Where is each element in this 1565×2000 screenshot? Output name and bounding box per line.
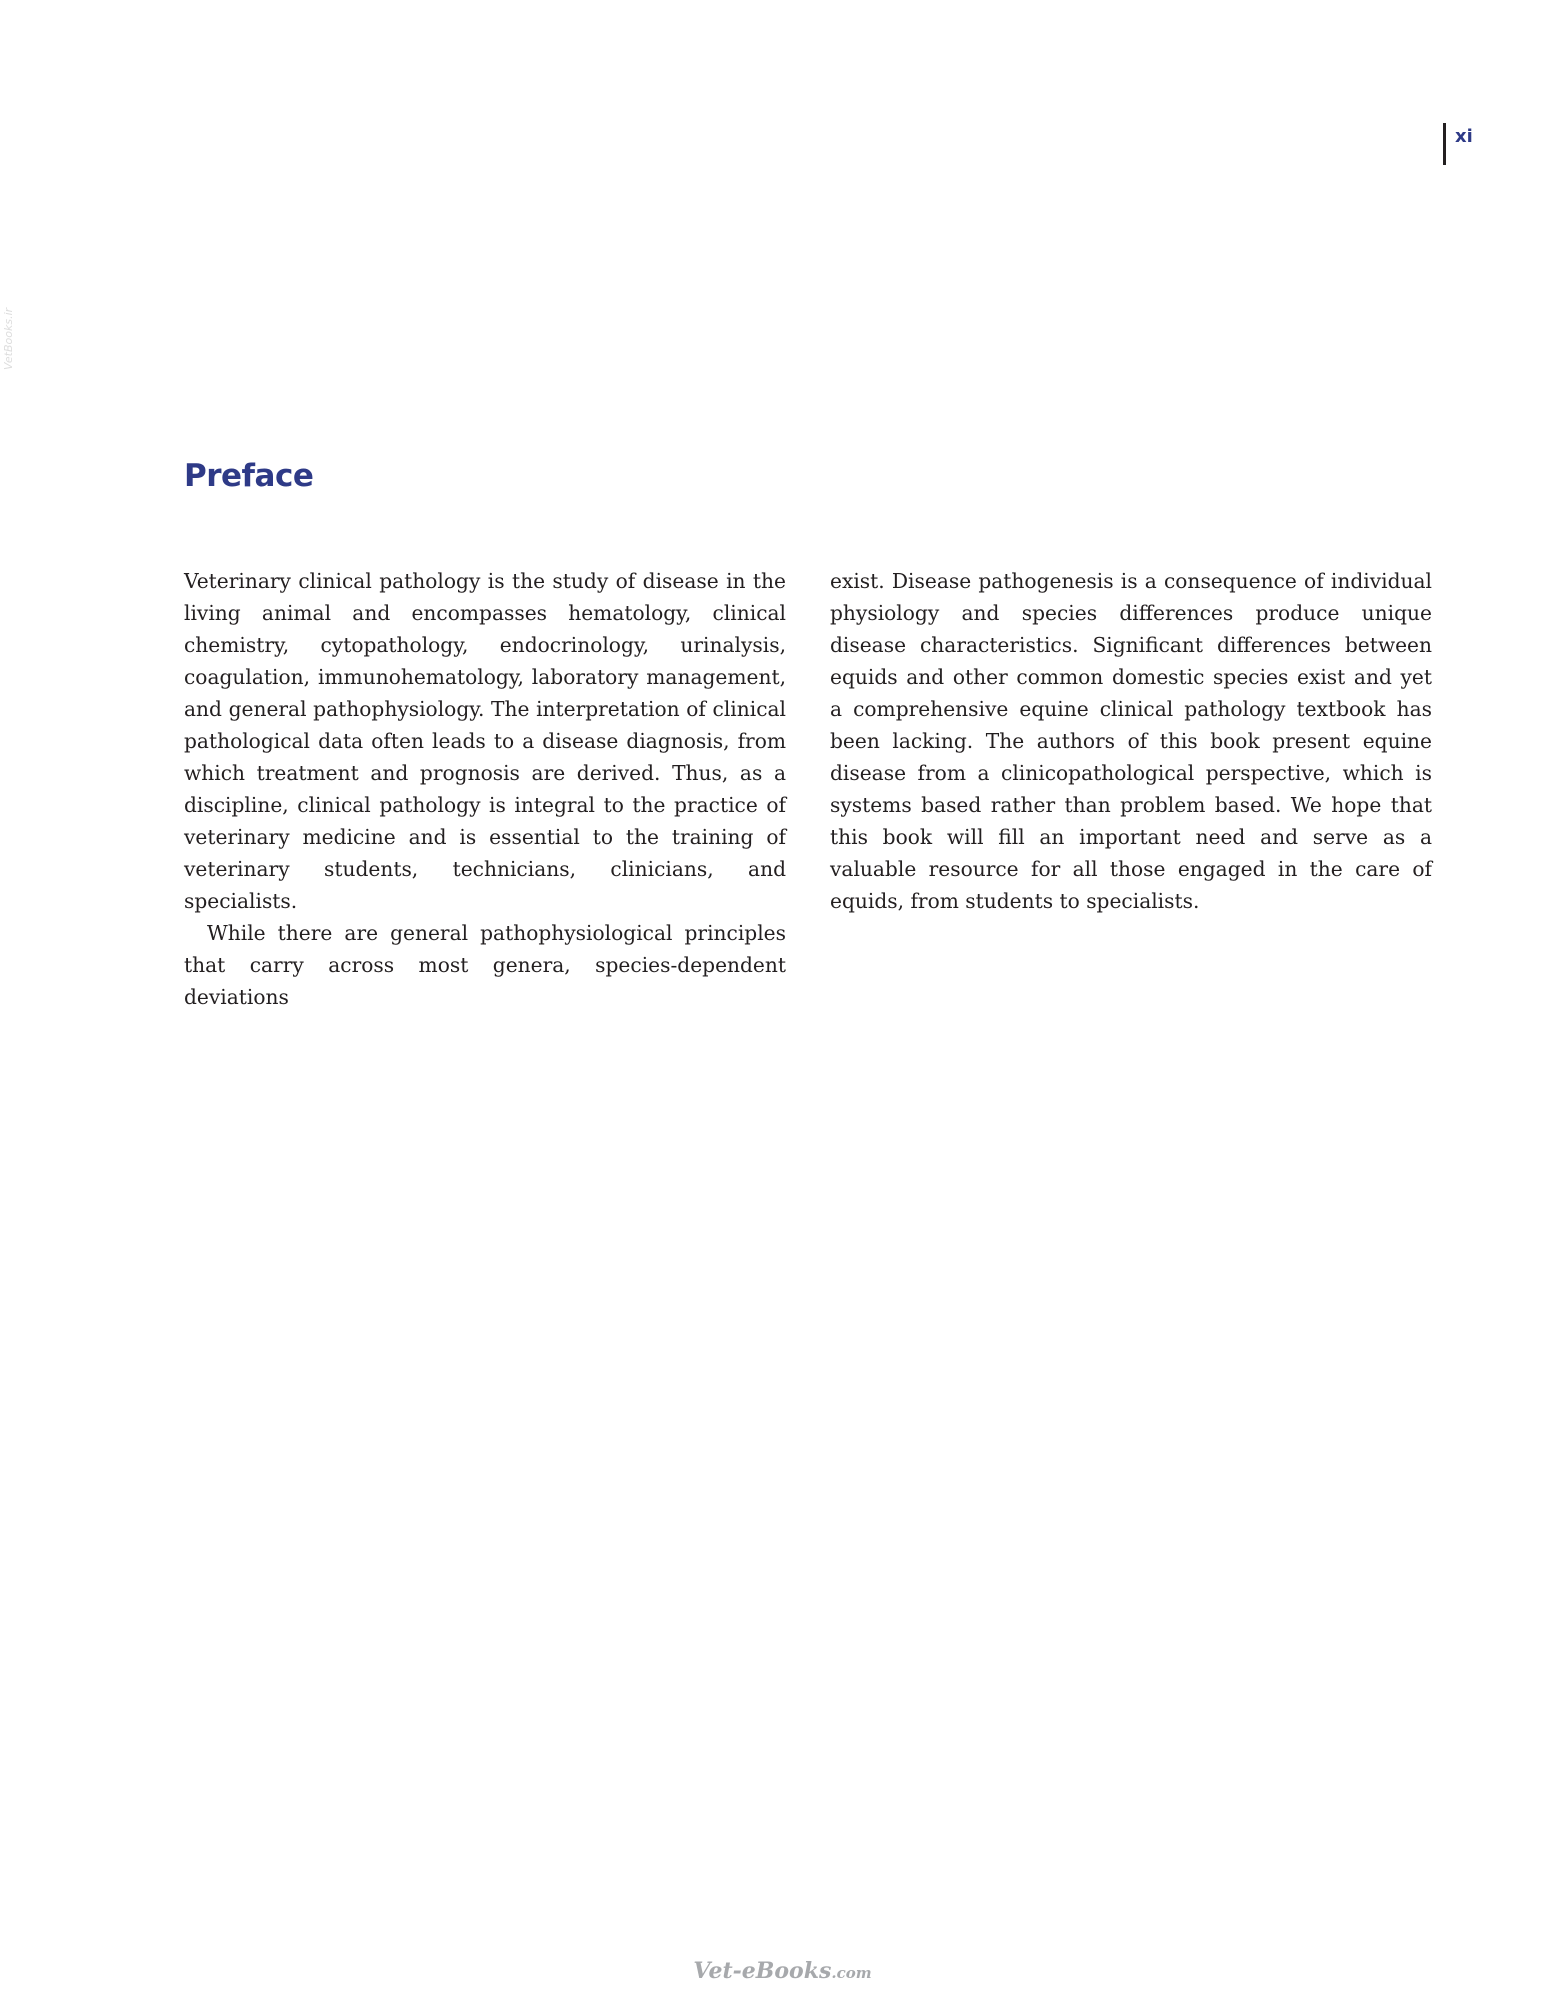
page-number-rule xyxy=(1443,123,1473,165)
page-number: xi xyxy=(1455,126,1473,147)
page-title: Preface xyxy=(184,458,314,494)
right-text-column xyxy=(830,565,1432,917)
footer-logo-suffix: .com xyxy=(831,1964,872,1982)
paragraph: exist. Disease pathogenesis is a consequence of individual physiology and species differences produce unique disease characteristics. Significant differences between equids and other common domestic species exist and yet a comprehensive equine clinical pathology textbook has been lacking. The authors of this book present equine disease from a clinicopathological perspective, which is systems based rather than problem based. We hope that this book will fill an important need and serve as a valuable resource for all those engaged in the care of equids, from students to specialists. xyxy=(830,569,1432,913)
side-watermark: VetBooks.ir xyxy=(2,307,15,370)
footer-logo xyxy=(0,1958,1565,1984)
paragraph: While there are general pathophysiological principles that carry across most genera, species-dependent deviations xyxy=(184,921,786,1009)
footer-logo-name: Vet-eBooks xyxy=(693,1958,832,1984)
paragraph: Veterinary clinical pathology is the study of disease in the living animal and encompasses hematology, clinical chemistry, cytopathology, endocrinology, urinalysis, coagulation, immunohematology, laboratory management, and general pathophysiology. The interpretation of clinical pathological data often leads to a disease diagnosis, from which treatment and prognosis are derived. Thus, as a discipline, clinical pathology is integral to the practice of veterinary medicine and is essential to the training of veterinary students, technicians, clinicians, and specialists. xyxy=(184,569,786,913)
left-text-column xyxy=(184,565,786,1013)
